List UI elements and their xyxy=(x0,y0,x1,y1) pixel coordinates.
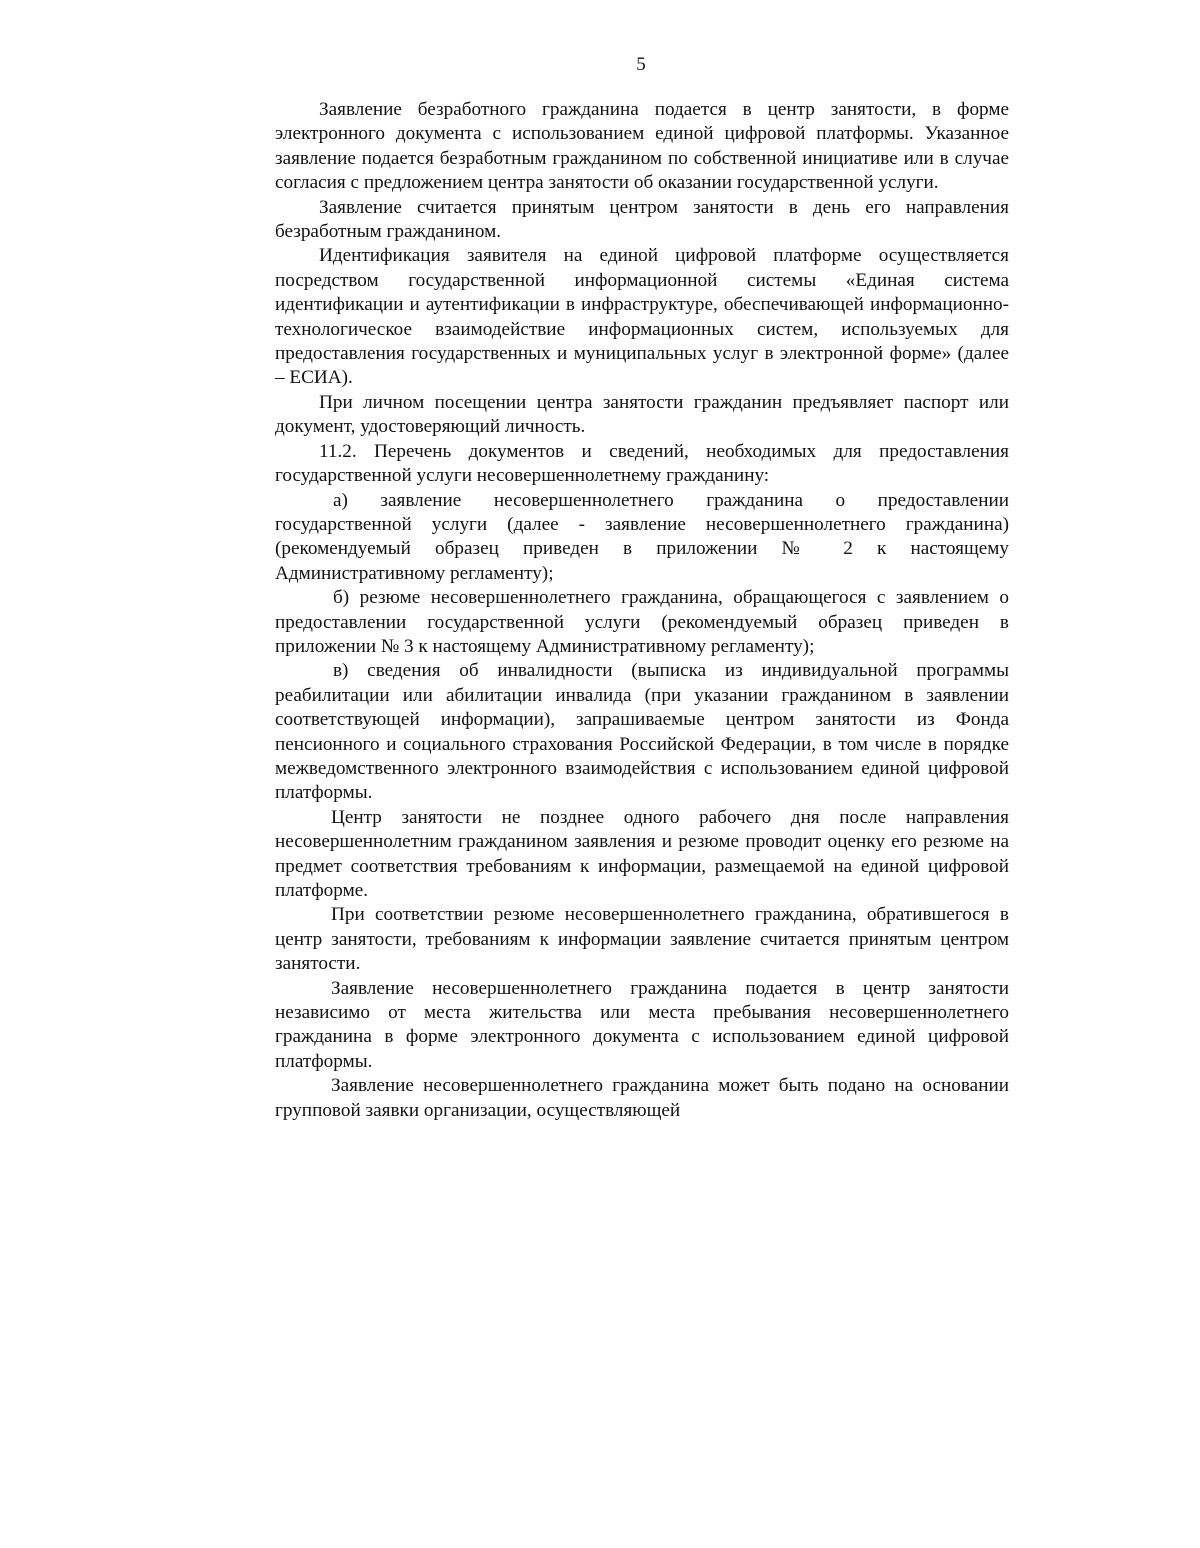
paragraph-resume-evaluation: Центр занятости не позднее одного рабочего дня после направления несовершеннолетним гражданином заявления и резюме проводит оценку его резюме на предмет соответствия требованиям к информации, размещаемой на единой цифровой платформе. xyxy=(275,806,1009,901)
list-item-c: в) сведения об инвалидности (выписка из индивидуальной программы реабилитации или абилитации инвалида (при указании гражданином в заявлении соответствующей информации), запрашиваемые центром занятости из Фонда пенсионного и социального страхования Российской Федерации, в том числе в порядке межведомственного электронного взаимодействия с использованием единой цифровой платформы. xyxy=(275,660,1009,804)
paragraph-application-accepted: Заявление считается принятым центром занятости в день его направления безработным гражданином. xyxy=(275,196,1009,243)
paragraph-minor-application: Заявление несовершеннолетнего гражданина подается в центр занятости независимо от места жительства или места пребывания несовершеннолетнего гражданина в форме электронного документа с использованием единой цифровой платформы. xyxy=(275,977,1009,1072)
list-item-a: а) заявление несовершеннолетнего гражданина о предоставлении государственной услуги (далее - заявление несовершеннолетнего гражданина) (рекомендуемый образец приведен в приложении № 2 к настоящему Административному регламенту); xyxy=(275,489,1009,584)
paragraph-personal-visit: При личном посещении центра занятости гражданин предъявляет паспорт или документ, удостоверяющий личность. xyxy=(275,391,1009,438)
paragraph-section-11-2: 11.2. Перечень документов и сведений, необходимых для предоставления государственной услуги несовершеннолетнему гражданину: xyxy=(275,440,1009,487)
document-body xyxy=(275,98,1009,1123)
page-number: 5 xyxy=(636,54,646,75)
paragraph-unemployed-application: Заявление безработного гражданина подается в центр занятости, в форме электронного документа с использованием единой цифровой платформы. Указанное заявление подается безработным гражданином по собственной инициативе или в случае согласия с предложением центра занятости об оказании государственной услуги. xyxy=(275,99,1009,194)
list-item-b: б) резюме несовершеннолетнего гражданина, обращающегося с заявлением о предоставлении государственной услуги (рекомендуемый образец приведен в приложении № 3 к настоящему Административному регламенту); xyxy=(275,587,1009,657)
paragraph-resume-compliance: При соответствии резюме несовершеннолетнего гражданина, обратившегося в центр занятости, требованиям к информации заявление считается принятым центром занятости. xyxy=(275,904,1009,975)
paragraph-group-request: Заявление несовершеннолетнего гражданина может быть подано на основании групповой заявки организации, осуществляющей xyxy=(275,1075,1009,1121)
paragraph-esia-identification: Идентификация заявителя на единой цифровой платформе осуществляется посредством государственной информационной системы «Единая система идентификации и аутентификации в инфраструктуре, обеспечивающей информационно-технологическое взаимодействие информационных систем, используемых для предоставления государственных и муниципальных услуг в электронной форме» (далее – ЕСИА). xyxy=(275,245,1009,389)
